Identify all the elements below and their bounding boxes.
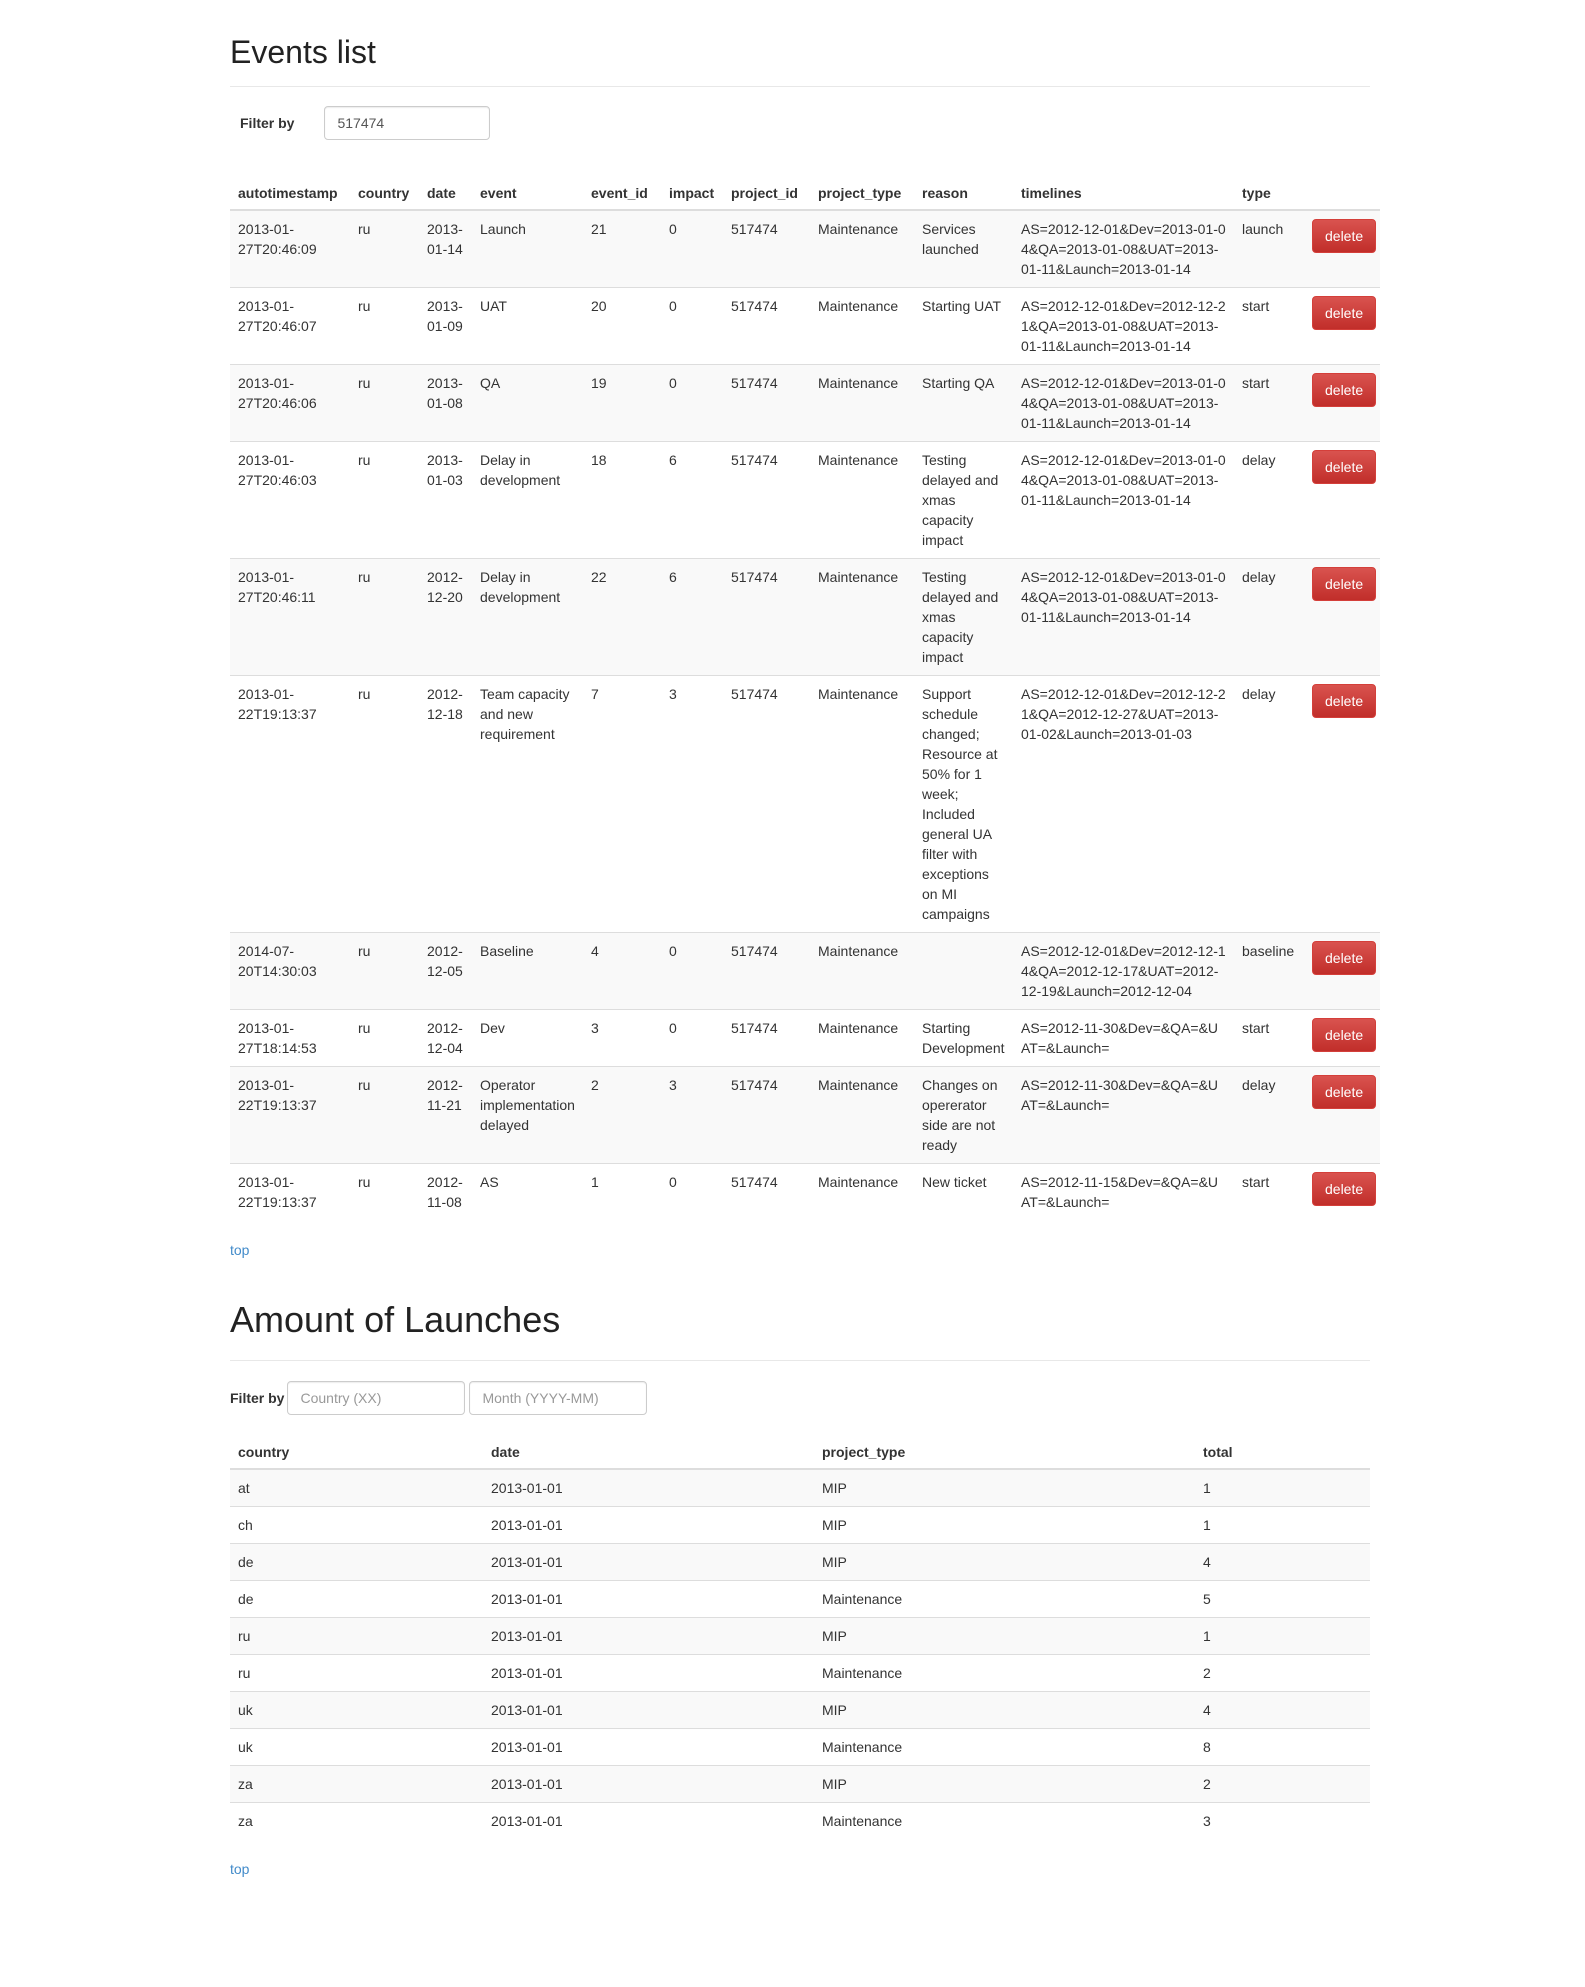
events-top-link-wrap	[230, 1242, 1370, 1258]
col-project-type[interactable]: project_type	[814, 1436, 1195, 1469]
cell-actions	[1304, 1010, 1380, 1067]
cell-project-type: Maintenance	[810, 1067, 914, 1164]
cell-project-type: MIP	[814, 1766, 1195, 1803]
col-actions	[1304, 173, 1380, 210]
cell-project-type: MIP	[814, 1544, 1195, 1581]
col-project-type[interactable]: project_type	[810, 173, 914, 210]
cell-date: 2013-01-08	[419, 365, 472, 442]
launch-row	[230, 1618, 1370, 1655]
cell-project-type: Maintenance	[810, 933, 914, 1010]
event-row	[230, 442, 1380, 559]
cell-date: 2013-01-01	[483, 1766, 814, 1803]
cell-country: ru	[350, 288, 419, 365]
cell-actions	[1304, 288, 1380, 365]
cell-project-type: MIP	[814, 1692, 1195, 1729]
cell-date: 2013-01-01	[483, 1544, 814, 1581]
cell-type: delay	[1234, 442, 1304, 559]
cell-total: 8	[1195, 1729, 1370, 1766]
col-timelines[interactable]: timelines	[1013, 173, 1234, 210]
launch-row	[230, 1803, 1370, 1840]
cell-impact: 0	[661, 1164, 723, 1221]
month-filter-input[interactable]	[469, 1381, 647, 1415]
cell-date: 2012-12-05	[419, 933, 472, 1010]
cell-timelines: AS=2012-11-30&Dev=&QA=&UAT=&Launch=	[1013, 1067, 1234, 1164]
cell-impact: 0	[661, 210, 723, 288]
cell-event: Delay in development	[472, 559, 583, 676]
cell-date: 2012-12-18	[419, 676, 472, 933]
cell-project-id: 517474	[723, 1164, 810, 1221]
cell-country: ru	[350, 1164, 419, 1221]
event-row	[230, 559, 1380, 676]
delete-button[interactable]: delete	[1312, 1172, 1376, 1206]
cell-country: ru	[350, 210, 419, 288]
launch-row	[230, 1766, 1370, 1803]
cell-total: 1	[1195, 1507, 1370, 1544]
cell-project-type: Maintenance	[814, 1729, 1195, 1766]
cell-date: 2013-01-03	[419, 442, 472, 559]
cell-event: QA	[472, 365, 583, 442]
cell-event-id: 7	[583, 676, 661, 933]
cell-actions	[1304, 1164, 1380, 1221]
cell-total: 2	[1195, 1655, 1370, 1692]
cell-project-type: Maintenance	[810, 442, 914, 559]
launch-row	[230, 1544, 1370, 1581]
cell-event: Launch	[472, 210, 583, 288]
col-project-id[interactable]: project_id	[723, 173, 810, 210]
cell-reason: Testing delayed and xmas capacity impact	[914, 559, 1013, 676]
cell-autotimestamp: 2013-01-27T20:46:03	[230, 442, 350, 559]
delete-button[interactable]: delete	[1312, 296, 1376, 330]
delete-button[interactable]: delete	[1312, 1018, 1376, 1052]
cell-date: 2013-01-01	[483, 1729, 814, 1766]
cell-timelines: AS=2012-12-01&Dev=2012-12-21&QA=2013-01-08&UAT=2013-01-11&Launch=2013-01-14	[1013, 288, 1234, 365]
cell-project-type: Maintenance	[810, 559, 914, 676]
col-type[interactable]: type	[1234, 173, 1304, 210]
cell-project-id: 517474	[723, 1010, 810, 1067]
events-divider	[230, 86, 1370, 87]
events-table	[230, 173, 1380, 1220]
cell-project-id: 517474	[723, 288, 810, 365]
col-impact[interactable]: impact	[661, 173, 723, 210]
delete-button[interactable]: delete	[1312, 1075, 1376, 1109]
cell-event: Delay in development	[472, 442, 583, 559]
col-reason[interactable]: reason	[914, 173, 1013, 210]
cell-event: AS	[472, 1164, 583, 1221]
cell-event: Operator implementation delayed	[472, 1067, 583, 1164]
cell-project-type: Maintenance	[810, 1010, 914, 1067]
cell-date: 2013-01-01	[483, 1581, 814, 1618]
events-header-row	[230, 173, 1380, 210]
cell-total: 1	[1195, 1618, 1370, 1655]
cell-country: ru	[350, 365, 419, 442]
launch-row	[230, 1692, 1370, 1729]
cell-project-id: 517474	[723, 933, 810, 1010]
cell-event: Dev	[472, 1010, 583, 1067]
cell-date: 2013-01-01	[483, 1469, 814, 1507]
delete-button[interactable]: delete	[1312, 684, 1376, 718]
cell-country: de	[230, 1581, 483, 1618]
cell-timelines: AS=2012-12-01&Dev=2012-12-21&QA=2012-12-27&UAT=2013-01-02&Launch=2013-01-03	[1013, 676, 1234, 933]
events-filter-row	[240, 106, 1370, 140]
cell-impact: 3	[661, 676, 723, 933]
cell-event-id: 2	[583, 1067, 661, 1164]
launches-table	[230, 1436, 1370, 1839]
cell-country: uk	[230, 1729, 483, 1766]
cell-autotimestamp: 2013-01-27T18:14:53	[230, 1010, 350, 1067]
launch-row	[230, 1655, 1370, 1692]
event-row	[230, 1164, 1380, 1221]
cell-autotimestamp: 2013-01-27T20:46:09	[230, 210, 350, 288]
cell-autotimestamp: 2013-01-22T19:13:37	[230, 1067, 350, 1164]
cell-event: Baseline	[472, 933, 583, 1010]
cell-reason: New ticket	[914, 1164, 1013, 1221]
cell-total: 4	[1195, 1544, 1370, 1581]
cell-event-id: 4	[583, 933, 661, 1010]
col-total[interactable]: total	[1195, 1436, 1370, 1469]
cell-total: 5	[1195, 1581, 1370, 1618]
cell-type: start	[1234, 288, 1304, 365]
cell-actions	[1304, 559, 1380, 676]
launches-divider	[230, 1360, 1370, 1361]
cell-country: ru	[350, 676, 419, 933]
col-country[interactable]: country	[350, 173, 419, 210]
cell-country: za	[230, 1766, 483, 1803]
cell-total: 2	[1195, 1766, 1370, 1803]
launches-header-row	[230, 1436, 1370, 1469]
cell-event-id: 1	[583, 1164, 661, 1221]
cell-timelines: AS=2012-12-01&Dev=2013-01-04&QA=2013-01-08&UAT=2013-01-11&Launch=2013-01-14	[1013, 365, 1234, 442]
launch-row	[230, 1507, 1370, 1544]
cell-date: 2012-11-08	[419, 1164, 472, 1221]
event-row	[230, 365, 1380, 442]
cell-country: ru	[350, 442, 419, 559]
cell-project-id: 517474	[723, 1067, 810, 1164]
cell-project-type: MIP	[814, 1618, 1195, 1655]
cell-reason: Starting QA	[914, 365, 1013, 442]
cell-total: 3	[1195, 1803, 1370, 1840]
launches-title: Amount of Launches	[230, 1299, 561, 1340]
cell-event-id: 20	[583, 288, 661, 365]
cell-impact: 0	[661, 288, 723, 365]
col-date[interactable]: date	[483, 1436, 814, 1469]
event-row	[230, 288, 1380, 365]
cell-timelines: AS=2012-12-01&Dev=2013-01-04&QA=2013-01-08&UAT=2013-01-11&Launch=2013-01-14	[1013, 210, 1234, 288]
cell-type: start	[1234, 1164, 1304, 1221]
cell-project-id: 517474	[723, 210, 810, 288]
col-country[interactable]: country	[230, 1436, 483, 1469]
cell-type: delay	[1234, 676, 1304, 933]
cell-autotimestamp: 2014-07-20T14:30:03	[230, 933, 350, 1010]
cell-event: UAT	[472, 288, 583, 365]
delete-button[interactable]: delete	[1312, 219, 1376, 253]
cell-country: de	[230, 1544, 483, 1581]
country-filter-input[interactable]	[287, 1381, 465, 1415]
cell-country: ru	[350, 1010, 419, 1067]
cell-date: 2013-01-14	[419, 210, 472, 288]
cell-country: ru	[230, 1618, 483, 1655]
cell-total: 1	[1195, 1469, 1370, 1507]
cell-project-type: Maintenance	[814, 1655, 1195, 1692]
events-filter-input[interactable]	[324, 106, 490, 140]
cell-reason: Testing delayed and xmas capacity impact	[914, 442, 1013, 559]
cell-project-id: 517474	[723, 559, 810, 676]
cell-project-type: Maintenance	[810, 365, 914, 442]
cell-country: ru	[350, 1067, 419, 1164]
cell-autotimestamp: 2013-01-27T20:46:07	[230, 288, 350, 365]
cell-autotimestamp: 2013-01-27T20:46:11	[230, 559, 350, 676]
launches-filter-row	[230, 1381, 1370, 1415]
event-row	[230, 676, 1380, 933]
cell-project-type: Maintenance	[810, 210, 914, 288]
cell-project-type: MIP	[814, 1507, 1195, 1544]
cell-country: ru	[350, 933, 419, 1010]
cell-event-id: 21	[583, 210, 661, 288]
cell-project-type: Maintenance	[810, 676, 914, 933]
cell-event-id: 3	[583, 1010, 661, 1067]
cell-actions	[1304, 365, 1380, 442]
cell-event-id: 22	[583, 559, 661, 676]
cell-date: 2012-12-20	[419, 559, 472, 676]
cell-country: ru	[350, 559, 419, 676]
cell-event-id: 18	[583, 442, 661, 559]
cell-timelines: AS=2012-11-15&Dev=&QA=&UAT=&Launch=	[1013, 1164, 1234, 1221]
launches-table-body	[230, 1469, 1370, 1839]
cell-timelines: AS=2012-11-30&Dev=&QA=&UAT=&Launch=	[1013, 1010, 1234, 1067]
cell-autotimestamp: 2013-01-27T20:46:06	[230, 365, 350, 442]
cell-date: 2013-01-01	[483, 1692, 814, 1729]
launch-row	[230, 1581, 1370, 1618]
cell-date: 2012-11-21	[419, 1067, 472, 1164]
cell-timelines: AS=2012-12-01&Dev=2012-12-14&QA=2012-12-17&UAT=2012-12-19&Launch=2012-12-04	[1013, 933, 1234, 1010]
launch-row	[230, 1729, 1370, 1766]
cell-actions	[1304, 933, 1380, 1010]
cell-reason: Changes on opererator side are not ready	[914, 1067, 1013, 1164]
cell-timelines: AS=2012-12-01&Dev=2013-01-04&QA=2013-01-08&UAT=2013-01-11&Launch=2013-01-14	[1013, 442, 1234, 559]
events-top-link[interactable]: top	[230, 1242, 250, 1258]
cell-impact: 0	[661, 365, 723, 442]
cell-country: ru	[230, 1655, 483, 1692]
launches-top-link-wrap	[230, 1861, 1370, 1877]
cell-reason: Starting Development	[914, 1010, 1013, 1067]
cell-project-type: Maintenance	[814, 1581, 1195, 1618]
launches-filter-label: Filter by	[230, 1390, 285, 1406]
cell-project-type: Maintenance	[810, 1164, 914, 1221]
cell-date: 2012-12-04	[419, 1010, 472, 1067]
cell-impact: 6	[661, 442, 723, 559]
event-row	[230, 210, 1380, 288]
cell-date: 2013-01-09	[419, 288, 472, 365]
col-autotimestamp[interactable]: autotimestamp	[230, 173, 350, 210]
cell-project-id: 517474	[723, 676, 810, 933]
launches-top-link[interactable]: top	[230, 1861, 250, 1877]
cell-project-type: Maintenance	[810, 288, 914, 365]
cell-actions	[1304, 210, 1380, 288]
page-container	[230, 0, 1370, 1877]
cell-type: launch	[1234, 210, 1304, 288]
cell-reason	[914, 933, 1013, 1010]
cell-date: 2013-01-01	[483, 1618, 814, 1655]
cell-project-type: Maintenance	[814, 1803, 1195, 1840]
cell-impact: 0	[661, 1010, 723, 1067]
col-event[interactable]: event	[472, 173, 583, 210]
cell-total: 4	[1195, 1692, 1370, 1729]
event-row	[230, 1010, 1380, 1067]
cell-actions	[1304, 1067, 1380, 1164]
cell-date: 2013-01-01	[483, 1507, 814, 1544]
events-table-body	[230, 210, 1380, 1220]
cell-impact: 3	[661, 1067, 723, 1164]
cell-type: start	[1234, 365, 1304, 442]
cell-type: baseline	[1234, 933, 1304, 1010]
cell-country: at	[230, 1469, 483, 1507]
cell-country: uk	[230, 1692, 483, 1729]
events-title: Events list	[230, 34, 376, 70]
delete-button[interactable]: delete	[1312, 373, 1376, 407]
cell-project-id: 517474	[723, 442, 810, 559]
cell-actions	[1304, 676, 1380, 933]
cell-type: delay	[1234, 1067, 1304, 1164]
cell-country: ch	[230, 1507, 483, 1544]
cell-project-id: 517474	[723, 365, 810, 442]
cell-autotimestamp: 2013-01-22T19:13:37	[230, 676, 350, 933]
delete-button[interactable]: delete	[1312, 567, 1376, 601]
cell-reason: Support schedule changed; Resource at 50% for 1 week; Included general UA filter with exceptions on MI campaigns	[914, 676, 1013, 933]
col-event-id[interactable]: event_id	[583, 173, 661, 210]
cell-impact: 0	[661, 933, 723, 1010]
cell-impact: 6	[661, 559, 723, 676]
events-filter-label: Filter by	[240, 115, 295, 131]
cell-timelines: AS=2012-12-01&Dev=2013-01-04&QA=2013-01-08&UAT=2013-01-11&Launch=2013-01-14	[1013, 559, 1234, 676]
cell-reason: Services launched	[914, 210, 1013, 288]
event-row	[230, 1067, 1380, 1164]
event-row	[230, 933, 1380, 1010]
cell-type: start	[1234, 1010, 1304, 1067]
cell-date: 2013-01-01	[483, 1655, 814, 1692]
cell-actions	[1304, 442, 1380, 559]
col-date[interactable]: date	[419, 173, 472, 210]
cell-event-id: 19	[583, 365, 661, 442]
cell-autotimestamp: 2013-01-22T19:13:37	[230, 1164, 350, 1221]
cell-event: Team capacity and new requirement	[472, 676, 583, 933]
cell-country: za	[230, 1803, 483, 1840]
delete-button[interactable]: delete	[1312, 450, 1376, 484]
delete-button[interactable]: delete	[1312, 941, 1376, 975]
cell-date: 2013-01-01	[483, 1803, 814, 1840]
launch-row	[230, 1469, 1370, 1507]
cell-type: delay	[1234, 559, 1304, 676]
cell-reason: Starting UAT	[914, 288, 1013, 365]
cell-project-type: MIP	[814, 1469, 1195, 1507]
